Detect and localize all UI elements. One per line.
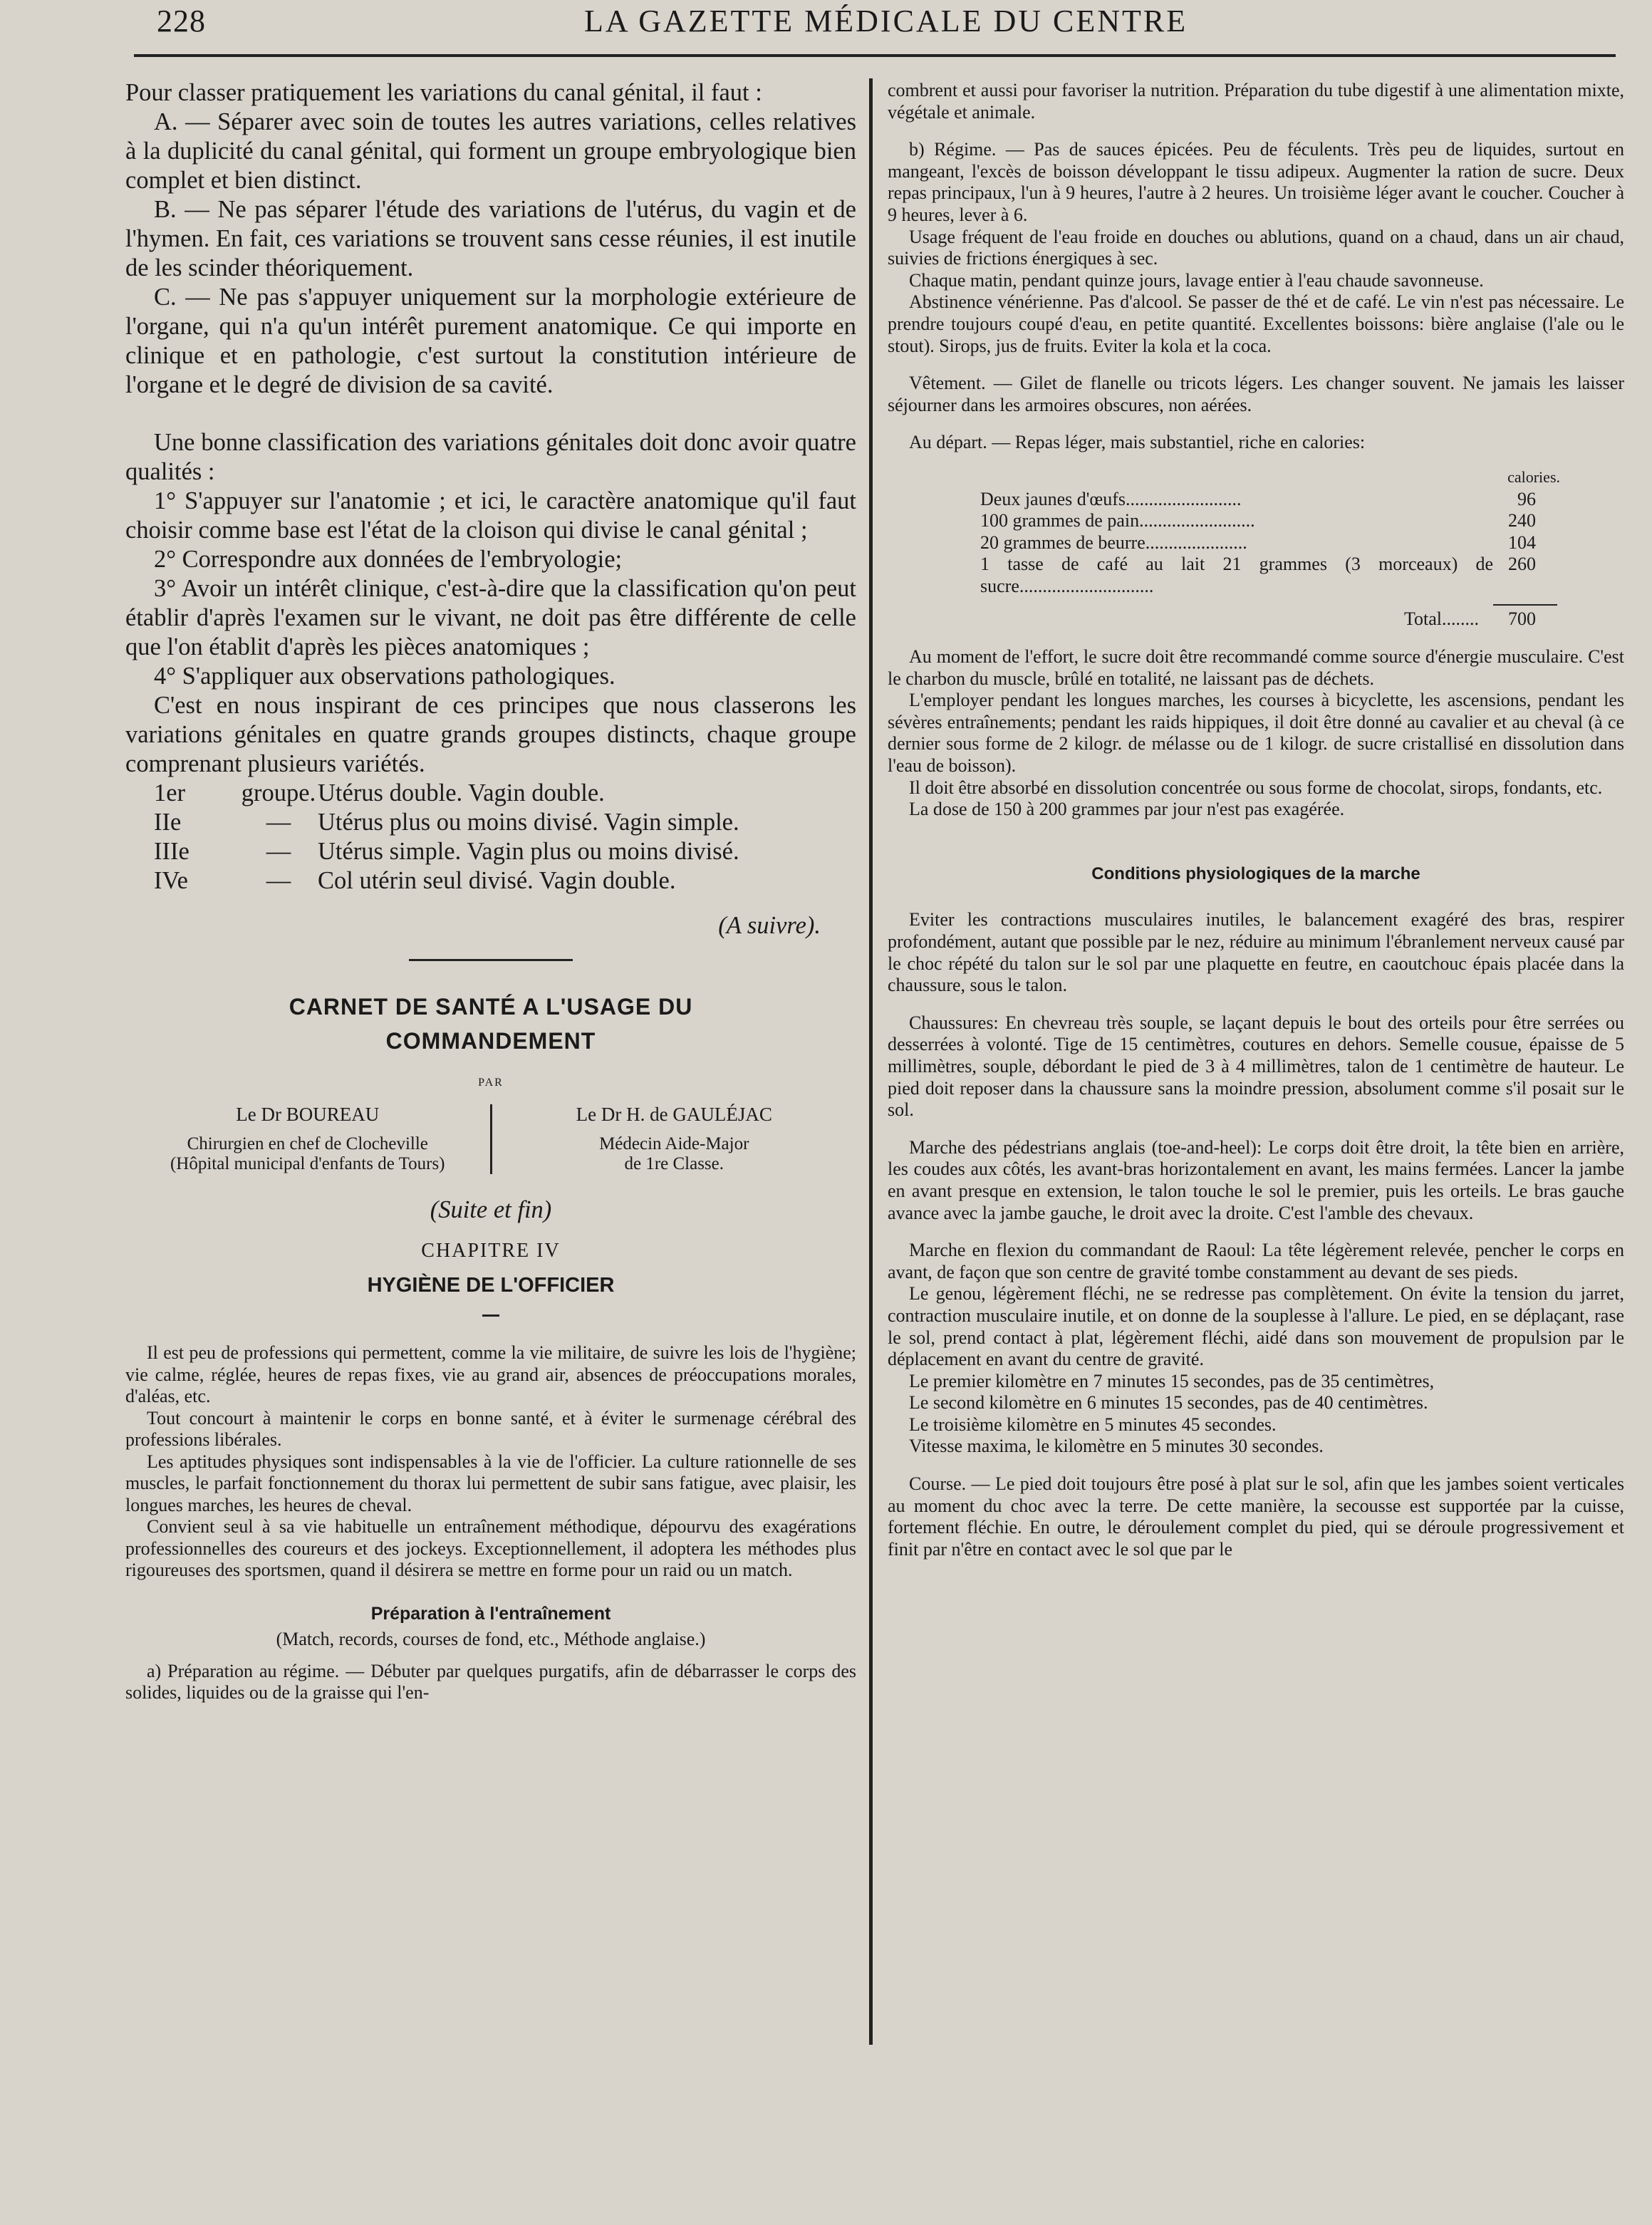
groups-list xyxy=(154,779,856,896)
group-word: — xyxy=(266,838,291,865)
author-1-title: Chirurgien en chef de Clocheville xyxy=(187,1134,428,1153)
eviter-paragraph: Eviter les contractions musculaires inutiles, le balancement exagéré des bras, respirer profondément, autant que possible par le nez, réduire au minimum l'ébranlement nerveux causé par le choc répété du talon sur le sol par une plaquette en feutre, en caoutchouc épais placée dans la chaussure, sous le talon. xyxy=(888,909,1624,996)
continuation-paragraph: combrent et aussi pour favoriser la nutrition. Préparation du tube digestif à une alimentation mixte, végétale et animale. xyxy=(888,80,1624,123)
group-number: IVe xyxy=(154,867,188,894)
authors-block xyxy=(125,1104,856,1174)
sucre-paragraph: L'employer pendant les longues marches, les courses à bicyclette, les ascensions, pendant les sévères entraînements; pendant les raids hippiques, il doit être donné au cavalier et au cheval (à ce dernier sous forme de 2 kilogr. de mélasse ou de 1 kilogr. de sucre cristallisé en dissolution dans l'eau de boisson). xyxy=(888,690,1624,777)
author-1-name: Le Dr BOUREAU xyxy=(236,1104,380,1125)
calorie-value: 240 xyxy=(1508,510,1536,531)
quality-2: 2° Correspondre aux données de l'embryologie; xyxy=(154,546,623,573)
calorie-item: 100 grammes de pain......................... xyxy=(980,510,1255,531)
course-paragraph: Course. — Le pied doit toujours être posé à plat sur le sol, afin que les jambes soient verticales au moment du choc avec la terre. De cette manière, la secousse est supportée par la cuisse, fortement fléchie. En outre, le déroulement complet du pied, qui se déroule progressivement et finit par n'être en contact avec le sol que par le xyxy=(888,1473,1624,1560)
sucre-paragraph: Au moment de l'effort, le sucre doit être recommandé comme source d'énergie musculaire. C'est le charbon du muscle, brûlé en totalité, ne laissant pas de déchets. xyxy=(888,646,1624,689)
total-label: Total........ xyxy=(1403,608,1479,630)
group-row xyxy=(154,808,856,837)
chaussures-paragraph: Chaussures: En chevreau très souple, se laçant depuis le bout des orteils pour être serrées ou desserrées à volonté. Tige de 15 centimètres, coutures en dehors. Semelle cousue, épaisse de 5 millimètres, souple, débordant le pied de 3 à 4 millimètres, talon de 1 centimètre de hauteur. Le pied doit reposer dans la chaussure sans la moindre pression, absolument comme s'il posait sur le sol. xyxy=(888,1012,1624,1121)
hygiene-section xyxy=(125,1342,856,1704)
vitesse-paragraph: Vitesse maxima, le kilomètre en 5 minutes 30 secondes. xyxy=(909,1436,1324,1457)
calorie-item: 20 grammes de beurre...................... xyxy=(980,531,1247,553)
abstinence-paragraph: Abstinence vénérienne. Pas d'alcool. Se passer de thé et de café. Le vin n'est pas nécessaire. Le prendre toujours coupé d'eau, en petite quantité. Excellentes boissons: bière anglaise (l'ale ou le stout). Sirops, jus de fruits. Eviter la kola et la coca. xyxy=(888,291,1624,356)
article-title-line2: COMMANDEMENT xyxy=(385,1028,596,1054)
section-separator xyxy=(409,959,573,961)
calorie-item: Deux jaunes d'œufs......................... xyxy=(980,488,1242,509)
author-2 xyxy=(492,1104,857,1174)
page-header xyxy=(0,0,1652,57)
quality-4: 4° S'appliquer aux observations pathologiques. xyxy=(154,663,615,690)
calorie-value: 96 xyxy=(1517,488,1536,509)
group-description: Utérus double. Vagin double. xyxy=(318,779,605,807)
author-1-affiliation: (Hôpital municipal d'enfants de Tours) xyxy=(170,1154,445,1173)
author-2-title: Médecin Aide-Major xyxy=(599,1134,749,1153)
vetement-paragraph: Vêtement. — Gilet de flanelle ou tricots légers. Les changer souvent. Ne jamais les laisser séjourner dans les armoires obscures, non aérées. xyxy=(888,373,1624,415)
title-dash xyxy=(482,1314,499,1317)
by-label: PAR xyxy=(478,1077,504,1089)
calorie-item: 1 tasse de café au lait 21 grammes (3 morceaux) de sucre............................. xyxy=(980,554,1493,596)
left-column xyxy=(125,78,856,1704)
calorie-value: 260 xyxy=(1508,554,1536,575)
suite-et-fin: (Suite et fin) xyxy=(430,1196,552,1223)
total-value: 700 xyxy=(1508,608,1536,630)
calorie-value: 104 xyxy=(1508,531,1536,553)
chapter-title: HYGIÈNE DE L'OFFICIER xyxy=(367,1274,615,1297)
author-2-rank: de 1re Classe. xyxy=(624,1154,724,1173)
group-description: Utérus plus ou moins divisé. Vagin simple. xyxy=(318,809,739,836)
calorie-row xyxy=(980,510,1536,532)
article-title xyxy=(125,990,856,1058)
kilometre-paragraph: Le second kilomètre en 6 minutes 15 secondes, pas de 40 centimètres. xyxy=(909,1392,1428,1414)
quality-1: 1° S'appuyer sur l'anatomie ; et ici, le caractère anatomique qu'il faut choisir comme base est l'état de la cloison qui divise le canal génital ; xyxy=(125,487,856,544)
group-row xyxy=(154,837,856,866)
right-column xyxy=(888,80,1624,1560)
group-description: Utérus simple. Vagin plus ou moins divisé. xyxy=(318,838,739,865)
sucre-paragraph: La dose de 150 à 200 grammes par jour n'est pas exagérée. xyxy=(909,799,1345,820)
article-title-line1: CARNET DE SANTÉ A L'USAGE DU xyxy=(289,994,693,1020)
group-description: Col utérin seul divisé. Vagin double. xyxy=(318,867,676,894)
point-c: C. — Ne pas s'appuyer uniquement sur la morphologie extérieure de l'organe, qui n'a qu'un intérêt purement anatomique. Ce qui importe en clinique et en pathologie, c'est surtout la constitution intérieure de l'organe et le degré de division de sa cavité. xyxy=(125,284,856,398)
kilometre-paragraph: Le premier kilomètre en 7 minutes 15 secondes, pas de 35 centimètres, xyxy=(909,1370,1435,1391)
calorie-row xyxy=(980,554,1536,597)
preparation-note: (Match, records, courses de fond, etc., Méthode anglaise.) xyxy=(276,1629,706,1649)
group-number: IIe xyxy=(154,809,182,836)
calorie-row xyxy=(980,532,1536,554)
preparation-heading: Préparation à l'entraînement xyxy=(370,1603,611,1624)
qualities-intro: Une bonne classification des variations génitales doit donc avoir quatre qualités : xyxy=(125,429,856,485)
preparation-regime: a) Préparation au régime. — Débuter par quelques purgatifs, afin de débarrasser le corps des solides, liquides ou de la graisse qui l'en- xyxy=(125,1660,856,1703)
group-word: groupe. xyxy=(241,779,316,807)
group-word: — xyxy=(266,867,291,894)
eau-paragraph: Usage fréquent de l'eau froide en douches ou ablutions, quand on a chaud, dans un air chaud, suivies de frictions énergiques à sec. xyxy=(888,226,1624,269)
hygiene-paragraph: Convient seul à sa vie habituelle un entraînement méthodique, dépourvu des exagérations professionnelles des coureurs et des jockeys. Exceptionnellement, il adoptera les méthodes plus rigoureuses des sportsmen, quand il désirera se mettre en forme pour un raid ou un match. xyxy=(125,1516,856,1580)
calorie-total-row xyxy=(980,608,1536,631)
pedestrians-paragraph: Marche des pédestrians anglais (toe-and-heel): Le corps doit être droit, la tête bien en arrière, les coudes aux côtés, les avant-bras horizontalement en avant, les mains fermées. Lancer la jambe en avant presque en extension, le talon touche le sol le premier, puis les orteils. Le bras gauche avance avec la jambe gauche, le droit avec la droite. C'est l'amble des chevaux. xyxy=(888,1136,1624,1223)
principles-paragraph: C'est en nous inspirant de ces principes que nous classerons les variations génitales en quatre grands groupes distincts, chaque groupe comprenant plusieurs variétés. xyxy=(125,692,856,777)
group-number: IIIe xyxy=(154,838,189,865)
journal-title: LA GAZETTE MÉDICALE DU CENTRE xyxy=(584,4,1188,38)
total-rule xyxy=(1493,604,1557,606)
header-rule xyxy=(134,54,1616,57)
group-number: 1er xyxy=(154,779,186,807)
group-row xyxy=(154,779,856,808)
hygiene-paragraph: Il est peu de professions qui permettent, comme la vie militaire, de suivre les lois de l'hygiène; vie calme, réglée, heures de repas fixes, vie au grand air, absences de préoccupations morales, d'aléas, etc. xyxy=(125,1342,856,1406)
sucre-paragraph: Il doit être absorbé en dissolution concentrée ou sous forme de chocolat, sirops, fondants, etc. xyxy=(909,777,1603,798)
group-word: — xyxy=(266,809,291,836)
author-2-name: Le Dr H. de GAULÉJAC xyxy=(576,1104,772,1125)
group-row xyxy=(154,866,856,896)
quality-3: 3° Avoir un intérêt clinique, c'est-à-dire que la classification qu'on peut établir d'après l'examen sur le vivant, ne doit pas être différente de celle que l'on établit d'après les pièces anatomiques ; xyxy=(125,575,856,660)
kilometre-paragraph: Le troisième kilomètre en 5 minutes 45 secondes. xyxy=(909,1414,1277,1435)
flexion-paragraph: Marche en flexion du commandant de Raoul: La tête légèrement relevée, pencher le corps en avant, de façon que son centre de gravité tombe constamment au devant de ses pieds. xyxy=(888,1240,1624,1282)
matin-paragraph: Chaque matin, pendant quinze jours, lavage entier à l'eau chaude savonneuse. xyxy=(909,269,1484,291)
point-b: B. — Ne pas séparer l'étude des variations de l'utérus, du vagin et de l'hymen. En fait, ces variations se trouvent sans cesse réunies, il est inutile de les scinder théoriquement. xyxy=(125,196,856,281)
calorie-row xyxy=(980,489,1536,511)
author-1 xyxy=(125,1104,492,1174)
chapter-label: CHAPITRE IV xyxy=(421,1240,561,1262)
point-a: A. — Séparer avec soin de toutes les autres variations, celles relatives à la duplicité du canal génital, qui forment un groupe embryologique bien complet et bien distinct. xyxy=(125,108,856,194)
intro-paragraph: Pour classer pratiquement les variations du canal génital, il faut : xyxy=(125,79,762,106)
column-divider xyxy=(869,78,873,2045)
calories-unit: calories. xyxy=(1507,467,1560,486)
regime-paragraph: b) Régime. — Pas de sauces épicées. Peu de féculents. Très peu de liquides, surtout en mangeant, l'excès de boisson développant le tissu adipeux. Augmenter la ration de sucre. Deux repas principaux, l'un à 9 heures, l'autre à 2 heures. Un troisième léger avant le coucher. Coucher à 9 heures, lever à 6. xyxy=(888,139,1624,225)
a-suivre: (A suivre). xyxy=(718,912,821,939)
depart-paragraph: Au départ. — Repas léger, mais substantiel, riche en calories: xyxy=(909,432,1366,453)
hygiene-paragraph: Tout concourt à maintenir le corps en bonne santé, et à éviter le surmenage cérébral des professions libérales. xyxy=(125,1407,856,1450)
section-heading: Conditions physiologiques de la marche xyxy=(1091,863,1420,883)
hygiene-paragraph: Les aptitudes physiques sont indispensables à la vie de l'officier. La culture rationnelle de ses muscles, le parfait fonctionnement du thorax lui permettent de subir sans fatigue, avec plaisir, les longues marches, les heures de cheval. xyxy=(125,1451,856,1515)
page-number: 228 xyxy=(157,4,206,38)
genou-paragraph: Le genou, légèrement fléchi, ne se redresse pas complètement. On évite la tension du jarret, contraction musculaire inutile, et on donne de la souplesse à l'allure. Le pied, en se déplaçant, rase le sol, prend contact à plat, légèrement fléchi, aidé dans son mouvement de propulsion par le déplacement en avant du centre de gravité. xyxy=(888,1283,1624,1370)
